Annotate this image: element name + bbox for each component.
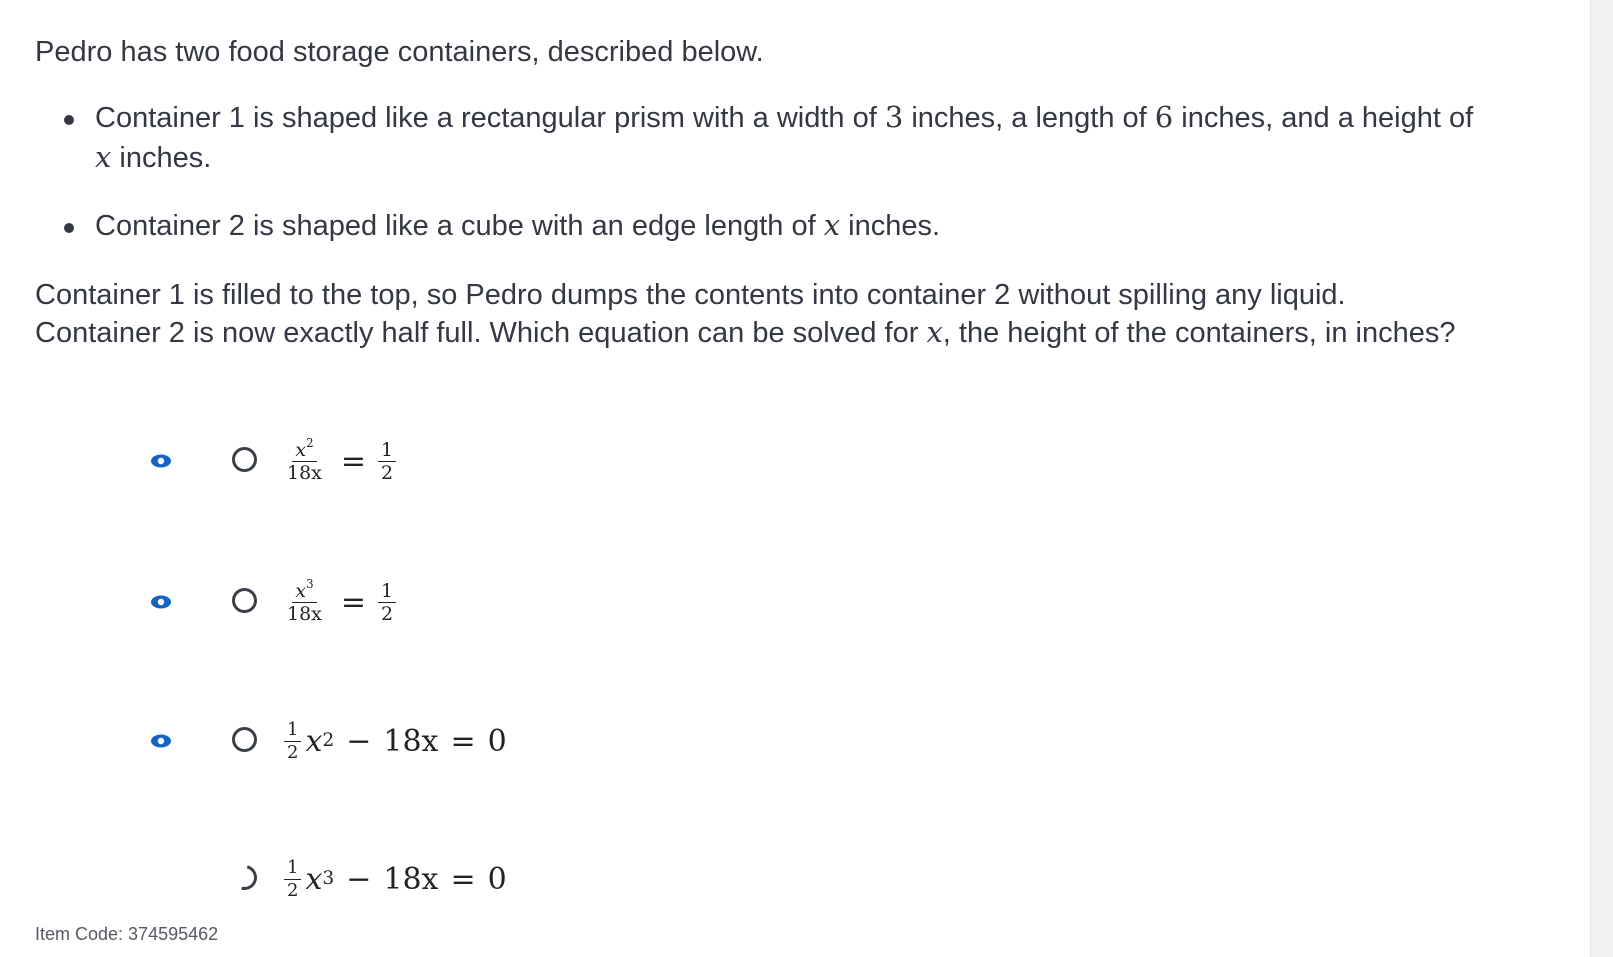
width-value: 3 <box>884 100 904 134</box>
fraction: $\frac{1}{2}$ <box>284 858 301 901</box>
eye-icon[interactable] <box>149 453 173 469</box>
choice-equation: $\frac{1}{2}$ x 3 − 18x = 0 <box>284 849 507 909</box>
radio-button[interactable] <box>232 588 257 613</box>
container-list <box>60 98 1560 246</box>
bullet-dot <box>64 115 74 125</box>
fraction: $\frac{x^3}{18x}$ <box>287 576 322 625</box>
edge-variable: x <box>823 208 841 242</box>
height-variable: x <box>95 140 112 174</box>
list-item: Container 2 is shaped like a cube with an edge length of x inches. <box>60 206 1560 246</box>
fraction: $\frac{1}{2}$ <box>378 581 396 624</box>
item-code: Item Code: 374595462 <box>35 924 219 944</box>
radio-button[interactable] <box>232 727 257 752</box>
radio-button[interactable] <box>227 860 261 894</box>
answer-choice-c[interactable] <box>0 711 700 771</box>
fraction: $\frac{1}{2}$ <box>284 720 301 763</box>
bullet-dot <box>64 223 74 233</box>
fraction: $\frac{x^2}{18x}$ <box>287 435 322 484</box>
choice-equation: $\frac{x^2}{18x}$ = $\frac{1}{2}$ <box>284 431 400 491</box>
length-value: 6 <box>1154 100 1174 134</box>
solve-variable: x <box>926 315 943 349</box>
eye-icon[interactable] <box>149 733 173 749</box>
answer-choice-a[interactable] <box>0 431 700 491</box>
question-stem: Container 1 is filled to the top, so Pedro dumps the contents into container 2 without spilling any liquid. Container 2 is now exactly half full. Which equation can be solved for x, the height of the containers, in inches? <box>35 279 1456 349</box>
question-intro: Pedro has two food storage containers, described below. <box>35 36 764 68</box>
scrollbar[interactable] <box>1590 0 1613 957</box>
choice-equation: $\frac{x^3}{18x}$ = $\frac{1}{2}$ <box>284 572 400 632</box>
choice-equation: $\frac{1}{2}$ x 2 − 18x = 0 <box>284 711 507 771</box>
answer-choice-b[interactable] <box>0 572 700 632</box>
list-item: Container 1 is shaped like a rectangular prism with a width of 3 inches, a length of 6 inches, and a height of x inches. <box>60 98 1560 178</box>
eye-icon[interactable] <box>149 594 173 610</box>
radio-button[interactable] <box>232 447 257 472</box>
answer-choice-d[interactable] <box>0 849 700 909</box>
fraction: $\frac{1}{2}$ <box>378 440 396 483</box>
